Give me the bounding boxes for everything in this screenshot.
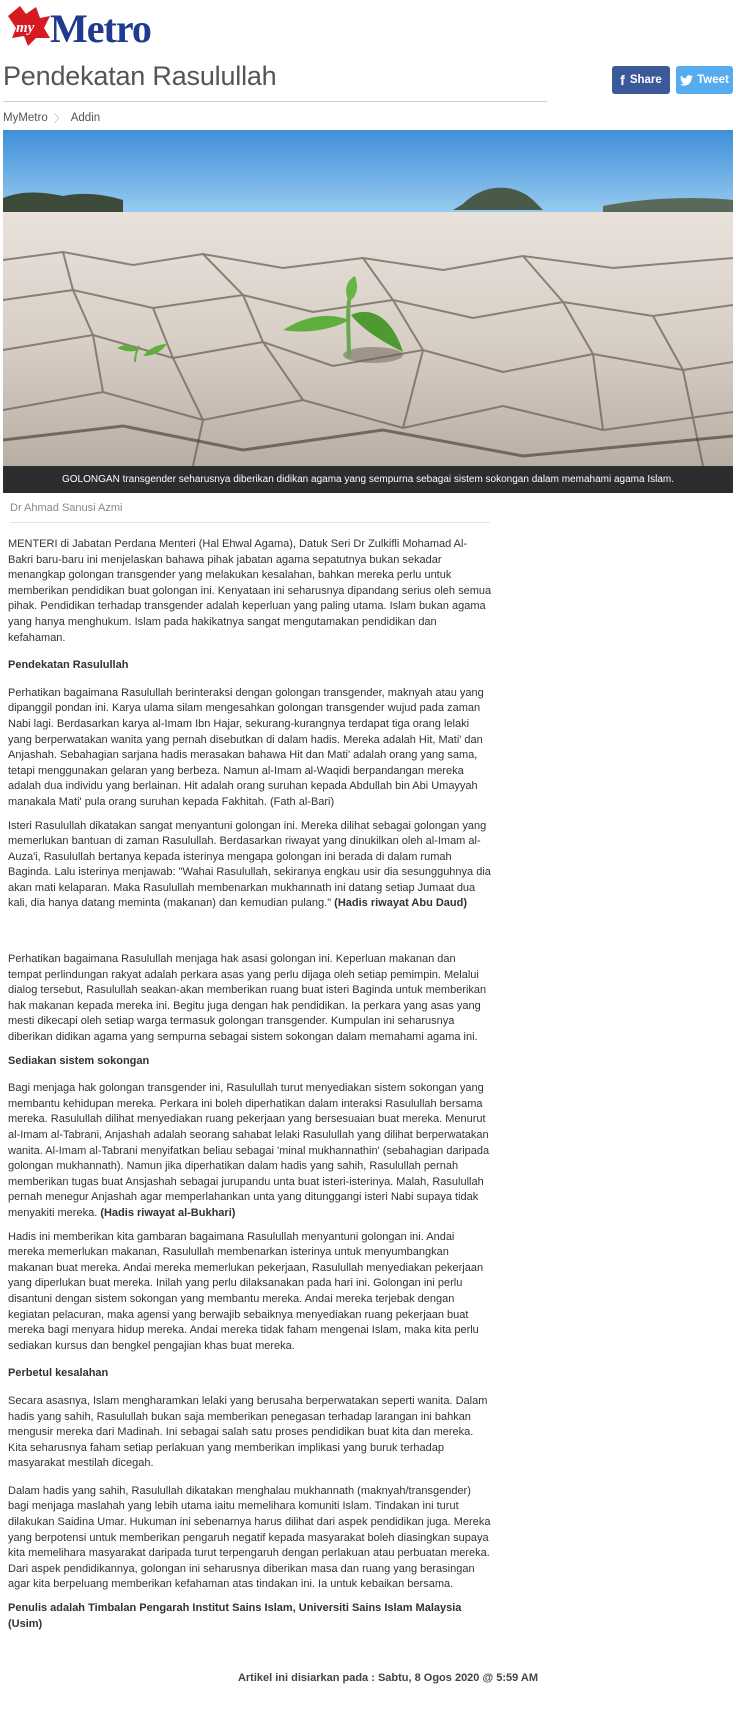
article-paragraph (8, 819, 492, 913)
article-paragraph: Hadis ini memberikan kita gambaran bagaimana Rasulullah menyantuni golongan ini. Andai mereka memerlukan makanan, Rasulullah membenarkan isterinya untuk menyumbangkan makanan buat mereka. Andai mereka memerlukan pekerjaan, Rasulullah menyediakan pekerjaan yang diperlukan buat mereka. Inilah yang perlu dilaksanakan pada hari ini. Golongan ini perlu disantuni dengan sistem sokongan yang membantu mereka. Andai mereka terjebak dengan kegiatan pelacuran, maka agensi yang berwajib sebaiknya menyediakan ruang pekerjaan buat mereka bagi menyara hidup mereka. Andai mereka tidak faham mengenai Islam, maka kita perlu sediakan kursus dan bengkel pengajian khas buat mereka. (8, 1230, 484, 1352)
author-name: Dr Ahmad Sanusi Azmi (10, 502, 490, 523)
facebook-icon: f (620, 72, 625, 88)
paragraph-text: Isteri Rasulullah dikatakan sangat menyantuni golongan ini. Mereka dilihat sebagai golongan yang memerlukan bantuan di zaman Rasulullah. Berdasarkan riwayat yang dinukilkan oleh al-Imam al-Auza'i, Rasulullah bertanya kepada isterinya mengapa golongan ini berada di dalam rumah Baginda. Lalu isterinya menjawab: "Wahai Rasulullah, sekiranya engkau usir dia sesungguhnya dia akan mati kelaparan. Maka Rasulullah membenarkan mukhannath ini datang setiap Jumaat dua kali, dia hanya datang meminta (makanan) dan kemudian pulang." (8, 819, 491, 910)
hadith-reference: (Hadis riwayat al-Bukhari) (100, 1206, 236, 1219)
breadcrumb-section-link[interactable]: Addin (70, 112, 101, 124)
image-caption: GOLONGAN transgender seharusnya diberikan didikan agama yang sempurna sebagai sistem sokongan dalam memahami agama Islam. (3, 466, 733, 493)
section-heading: Pendekatan Rasulullah (8, 659, 129, 672)
title-row (3, 56, 547, 102)
article-body (8, 537, 492, 1632)
article-paragraph: MENTERI di Jabatan Perdana Menteri (Hal Ehwal Agama), Datuk Seri Dr Zulkifli Mohamad Al-Bakri baru-baru ini menjelaskan bahawa pihak jabatan agama sepatutnya bukan sekadar menangkap golongan transgender yang melakukan kesalahan, bahkan mereka perlu untuk memberikan pendidikan buat golongan ini. Kenyataan ini seharusnya dipandang serius oleh semua pihak. Pendidikan terhadap transgender adalah keperluan yang paling utama. Islam bukan agama yang hanya menghukum. Islam pada hakikatnya sangat mengutamakan pendidikan dan kefahaman. (8, 538, 492, 644)
article-paragraph: Secara asasnya, Islam mengharamkan lelaki yang berusaha berperwatakan seperti wanita. Dalam hadis yang sahih, Rasulullah bukan saja memberikan penegasan terhadap larangan ini bahkan mengusir mereka dari Madinah. Ini sebagai salah satu proses pendidikan buat kita dan mereka. Kita seharusnya faham setiap perlakuan yang memberikan implikasi yang buruk terhadap masyarakat mestilah dicegah. (8, 1394, 488, 1470)
logo-badge-icon (8, 6, 50, 46)
hero-image (3, 130, 733, 466)
twitter-bird-icon (680, 75, 693, 86)
paragraph-text: Bagi menjaga hak golongan transgender ini, Rasulullah turut menyediakan sistem sokongan yang membantu kehidupan mereka. Perkara ini boleh diperhatikan dalam interaksi Rasulullah bersama mereka. Rasulullah dilihat menyediakan ruang pekerjaan yang bersesuaian buat mereka. Menurut al-Imam al-Tabrani, Anjashah adalah seorang sahabat lelaki Rasulullah yang dilihat berperwatakan wanita. Al-Imam al-Tabrani menyifatkan beliau sebagai 'minal mukhannathin' (sebahagian daripada golongan mukhannath). Namun jika diperhatikan dalam hadis yang sahih, Rasulullah pernah memberikan tugas buat Ansjashah sebagai jurupandu unta buat isteri-isterinya. Malah, Rasulullah pernah menegur Anjashah agar memperlahankan unta yang ditunggangi isteri Nabi supaya tidak menyakiti mereka. (8, 1082, 490, 1219)
article-paragraph: Dalam hadis yang sahih, Rasulullah dikatakan menghalau mukhannath (maknyah/transgender) bagi menjaga maslahah yang lebih utama iaitu memelihara komuniti Islam. Tindakan ini turut dilakukan Saidina Umar. Hukuman ini sebenarnya harus dilihat dari aspek pendidikan juga. Mereka yang berpotensi untuk memberikan pengaruh negatif kepada masyarakat boleh diasingkan supaya kita memelihara masyarakat daripada turut terpengaruh dengan perlakuan atau perbuatan mereka. Dari aspek pendidikannya, golongan ini seharusnya diberikan masa dan ruang yang berasingan agar kita berpeluang memberikan kefahaman atas tindakan ini. Ia untuk kebaikan bersama. (8, 1484, 491, 1591)
published-date: Artikel ini disiarkan pada : Sabtu, 8 Ogos 2020 @ 5:59 AM (237, 1672, 539, 1684)
article-paragraph (8, 1081, 492, 1221)
logo-prefix: my (16, 20, 35, 36)
article-paragraph: Perhatikan bagaimana Rasulullah berinteraksi dengan golongan transgender, maknyah atau yang dipanggil pondan ini. Karya ulama silam mengesahkan golongan transgender wujud pada zaman Nabi lagi. Berdasarkan karya al-Imam Ibn Hajar, sekurang-kurangnya terdapat tiga orang lelaki yang berperwatakan wanita yang pernah disebutkan di dalam hadis. Mereka adalah Hit, Mati' dan Anjashah. Sebahagian sarjana hadis merasakan bahawa Hit dan Mati' adalah orang yang sama, tetapi menggunakan gelaran yang berbeza. Namun al-Imam al-Waqidi berpandangan mereka adalah dua individu yang berlainan. Hit adalah orang suruhan kepada Abdullah bin Abi Umayyah manakala Mati' pula orang suruhan kepada Fakhitah. (Fath al-Bari) (8, 686, 484, 808)
page-title: Pendekatan Rasulullah (3, 61, 277, 91)
share-label: Share (629, 74, 662, 86)
mymetro-logo[interactable] (6, 4, 242, 48)
breadcrumb (3, 110, 100, 126)
twitter-tweet-button[interactable] (676, 66, 733, 94)
article-paragraph: Perhatikan bagaimana Rasulullah menjaga hak asasi golongan ini. Keperluan makanan dan tempat perlindungan rakyat adalah perkara asas yang perlu dijaga oleh setiap pemimpin. Melalui dialog tersebut, Rasulullah seakan-akan memberikan ruang buat isteri Baginda untuk memberikan hak makanan kepada mereka ini. Begitu juga dengan hak pendidikan. Ia perkara yang asas yang mesti dikecapi oleh setiap warga termasuk golongan transgender. Kumpulan ini seharusnya diberikan didikan agama yang sempurna sebagai sistem sokongan dalam memahami agama ini. (8, 953, 487, 1044)
section-heading: Perbetul kesalahan (8, 1367, 109, 1380)
chevron-right-icon: 〉 (53, 113, 65, 125)
tweet-label: Tweet (697, 74, 729, 86)
breadcrumb-home-link[interactable]: MyMetro (3, 112, 48, 124)
facebook-share-button[interactable] (612, 66, 670, 94)
logo-main: Metro (50, 6, 151, 48)
writer-bio: Penulis adalah Timbalan Pengarah Institut Sains Islam, Universiti Sains Islam Malaysia (Usim) (8, 1602, 462, 1630)
section-heading: Sediakan sistem sokongan (8, 1054, 150, 1067)
hadith-reference: (Hadis riwayat Abu Daud) (334, 897, 468, 910)
